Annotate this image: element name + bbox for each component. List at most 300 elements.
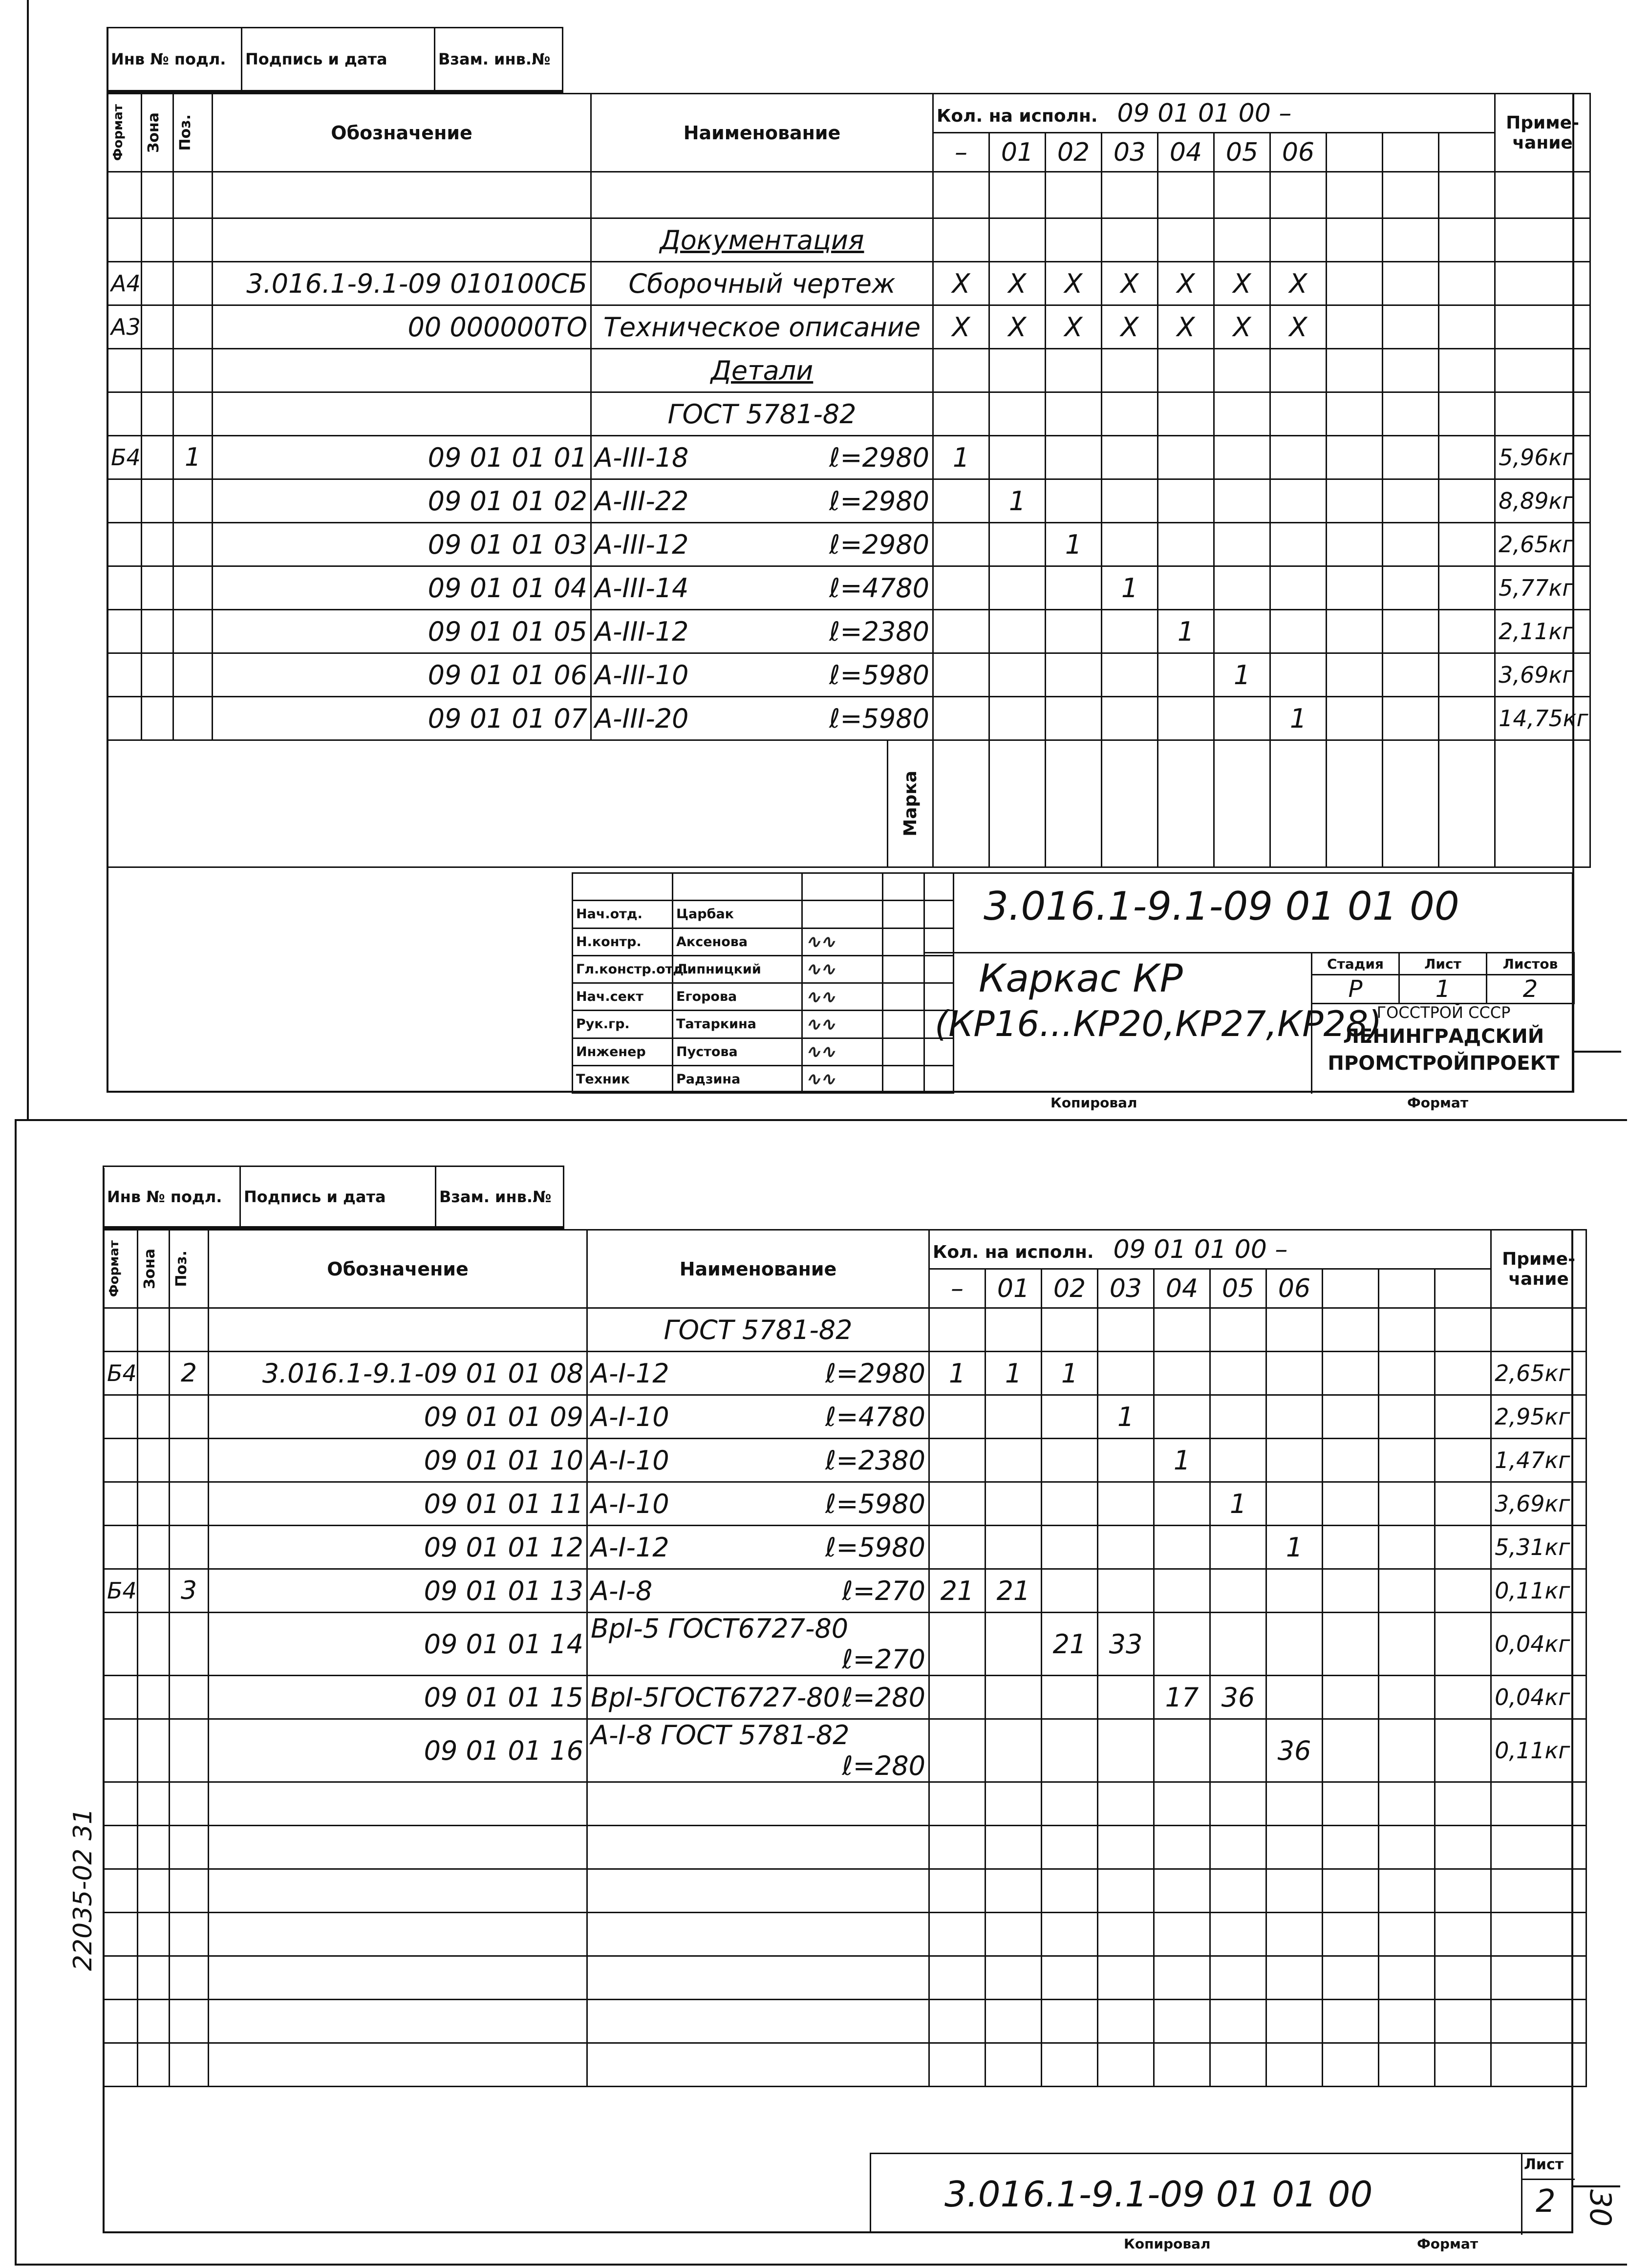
qty-cell: X (1158, 305, 1214, 349)
qty-cell (1266, 2043, 1323, 2087)
qty-cell (1379, 1913, 1435, 1956)
format-cell: Б4 (107, 436, 142, 479)
role-cell: Инженер (573, 1038, 673, 1065)
qty-cell: 1 (1102, 566, 1158, 610)
format-cell: Б4 (104, 1569, 138, 1613)
qty-cell (1327, 523, 1383, 566)
note-cell: 5,31кг (1491, 1526, 1586, 1569)
qty-cell (989, 349, 1046, 392)
title-line-2: (КР16...КР20,КР27,КР28) (935, 1003, 1382, 1044)
qty-cell (1327, 610, 1383, 653)
qty-cell (1379, 1352, 1435, 1395)
zone-cell (142, 479, 173, 523)
qty-cell (986, 1826, 1042, 1869)
qty-cell (1214, 218, 1270, 262)
signature-cell (802, 901, 883, 928)
qty-cell (1270, 392, 1327, 436)
qty-cell (1379, 1956, 1435, 2000)
role-cell: Гл.констр.отд. (573, 955, 673, 983)
sign-label: Подпись и дата (240, 1166, 436, 1227)
variant-col-header (1379, 1269, 1435, 1308)
name-cell (587, 1676, 929, 1719)
qty-cell (989, 392, 1046, 436)
variant-code: 09 01 01 00 – (1117, 98, 1292, 128)
format-cell: А4 (107, 262, 142, 305)
qty-cell (989, 566, 1046, 610)
name-cell (587, 1482, 929, 1526)
qty-cell (1435, 2000, 1491, 2043)
qty-cell: X (1102, 305, 1158, 349)
qty-label: Кол. на исполн. (933, 1242, 1094, 1262)
qty-cell: 1 (1266, 1526, 1323, 1569)
role-cell: Нач.отд. (573, 901, 673, 928)
qty-cell (1098, 1913, 1154, 1956)
length-text: ℓ=5980 (825, 1488, 925, 1519)
format-cell (104, 1308, 138, 1352)
qty-cell (1327, 653, 1383, 697)
qty-cell: X (989, 262, 1046, 305)
qty-cell (1154, 1352, 1210, 1395)
designation-cell: 09 01 01 02 (213, 479, 591, 523)
qty-cell (1042, 1439, 1098, 1482)
qty-cell (1435, 1826, 1491, 1869)
note-cell: 0,11кг (1491, 1719, 1586, 1782)
qty-cell (1439, 523, 1495, 566)
pos-cell (170, 1395, 209, 1439)
qty-cell (1042, 1526, 1098, 1569)
note-cell: 0,04кг (1491, 1676, 1586, 1719)
name-header: Наименование (591, 94, 933, 172)
qty-cell (1046, 653, 1102, 697)
variant-col-header: 01 (989, 133, 1046, 172)
qty-cell (1042, 1913, 1098, 1956)
qty-cell (1435, 1956, 1491, 2000)
qty-cell (1270, 653, 1327, 697)
qty-cell (1154, 1482, 1210, 1526)
qty-cell (1042, 2000, 1098, 2043)
pos-cell (170, 1869, 209, 1913)
frame-line (15, 2264, 1627, 2266)
qty-cell: 1 (1098, 1395, 1154, 1439)
qty-cell (1379, 1482, 1435, 1526)
qty-cell (1042, 1395, 1098, 1439)
qty-cell (1042, 1826, 1098, 1869)
qty-cell (1266, 1869, 1323, 1913)
qty-cell (1379, 1439, 1435, 1482)
qty-cell (1266, 1956, 1323, 2000)
qty-cell (1102, 392, 1158, 436)
variant-col-header: – (933, 133, 989, 172)
doc-code: 3.016.1-9.1-09 01 01 00 (944, 2174, 1373, 2215)
name-cell (587, 1308, 929, 1352)
name-header: Наименование (587, 1230, 929, 1308)
qty-cell (1210, 1352, 1266, 1395)
variant-col-header (1383, 133, 1439, 172)
qty-cell (1102, 697, 1158, 740)
format-cell (104, 1613, 138, 1676)
length-text: ℓ=2380 (829, 616, 929, 647)
name-text: А-III-20 (595, 703, 689, 734)
qty-cell (1323, 1569, 1379, 1613)
pos-cell: 1 (173, 436, 213, 479)
qty-cell: 1 (1154, 1439, 1210, 1482)
name-text: А-III-18 (595, 442, 689, 473)
table-row (107, 610, 1590, 653)
note-cell: 2,95кг (1491, 1395, 1586, 1439)
qty-cell (1327, 349, 1383, 392)
qty-cell (1102, 436, 1158, 479)
designation-cell: 09 01 01 06 (213, 653, 591, 697)
qty-cell (1323, 1782, 1379, 1826)
format-cell (104, 1956, 138, 2000)
qty-cell (929, 1913, 986, 1956)
qty-cell (1323, 1308, 1379, 1352)
qty-cell (1046, 218, 1102, 262)
qty-cell (1266, 1352, 1323, 1395)
pos-cell (170, 1613, 209, 1676)
stage-value: Р (1312, 975, 1399, 1004)
qty-cell (1098, 2000, 1154, 2043)
sign-label: Подпись и дата (242, 28, 435, 91)
format-cell (107, 653, 142, 697)
zone-header (142, 94, 173, 172)
note-cell: 1,47кг (1491, 1439, 1586, 1482)
name-text: Документация (660, 224, 864, 256)
qty-cell (1323, 1439, 1379, 1482)
table-row (107, 653, 1590, 697)
qty-cell (929, 2043, 986, 2087)
name-cell (591, 218, 933, 262)
note-cell (1491, 1782, 1586, 1826)
qty-cell (1379, 1869, 1435, 1913)
qty-cell (929, 1439, 986, 1482)
qty-cell (1270, 218, 1327, 262)
name-cell (587, 1913, 929, 1956)
name-cell: Аксенова (673, 928, 802, 955)
format-cell (107, 349, 142, 392)
qty-cell (1323, 1869, 1379, 1913)
pos-cell (173, 305, 213, 349)
name-cell (591, 479, 933, 523)
signature-row (573, 983, 954, 1011)
qty-cell (989, 610, 1046, 653)
designation-cell: 09 01 01 01 (213, 436, 591, 479)
signature-mark: ∿∿ (806, 931, 836, 952)
signature-mark: ∿∿ (806, 986, 836, 1007)
qty-cell (1379, 2043, 1435, 2087)
pos-cell (170, 1526, 209, 1569)
zone-cell (142, 218, 173, 262)
table-row (104, 1826, 1586, 1869)
qty-cell (1098, 1526, 1154, 1569)
designation-header: Обозначение (213, 94, 591, 172)
qty-cell: X (933, 262, 989, 305)
table-row (104, 1352, 1586, 1395)
qty-cell (1214, 610, 1270, 653)
qty-cell (1154, 2000, 1210, 2043)
qty-cell (1323, 1956, 1379, 2000)
qty-cell (1270, 566, 1327, 610)
qty-cell: X (1102, 262, 1158, 305)
designation-cell (209, 2043, 587, 2087)
qty-cell (1210, 1569, 1266, 1613)
stage-table (1311, 952, 1575, 1004)
zone-header (138, 1230, 170, 1308)
qty-cell (989, 218, 1046, 262)
zone-cell (138, 1395, 170, 1439)
designation-cell (213, 392, 591, 436)
name-cell: Царбак (673, 901, 802, 928)
qty-cell: X (1158, 262, 1214, 305)
role-cell: Рук.гр. (573, 1011, 673, 1038)
qty-cell (1435, 1439, 1491, 1482)
name-cell (587, 1869, 929, 1913)
qty-cell (933, 566, 989, 610)
qty-cell (1266, 1676, 1323, 1719)
qty-cell (986, 1439, 1042, 1482)
qty-cell (1210, 2043, 1266, 2087)
qty-cell (1383, 566, 1439, 610)
qty-cell (1210, 1439, 1266, 1482)
qty-cell (933, 610, 989, 653)
format-label: Формат (1417, 2236, 1479, 2252)
name-text: А-I-10 (591, 1401, 669, 1432)
qty-cell (1210, 1308, 1266, 1352)
qty-cell (1266, 1613, 1323, 1676)
length-text: ℓ=2980 (829, 442, 929, 473)
variant-col-header: 03 (1098, 1269, 1154, 1308)
format-cell (104, 1482, 138, 1526)
name-cell (587, 1352, 929, 1395)
name-text: А-I-12 (591, 1532, 669, 1563)
qty-cell: 1 (933, 436, 989, 479)
format-cell (107, 566, 142, 610)
zone-cell (138, 1719, 170, 1782)
qty-cell (1327, 436, 1383, 479)
qty-cell (1439, 305, 1495, 349)
qty-cell: X (1270, 305, 1327, 349)
qty-cell: 17 (1154, 1676, 1210, 1719)
qty-cell (1154, 1826, 1210, 1869)
note-cell (1491, 1913, 1586, 1956)
table-row (104, 1439, 1586, 1482)
note-cell (1491, 2000, 1586, 2043)
qty-cell (1323, 1352, 1379, 1395)
name-cell (587, 1826, 929, 1869)
qty-cell (1379, 1395, 1435, 1439)
frame-line (15, 1119, 1627, 1121)
qty-cell (1266, 1395, 1323, 1439)
variant-col-header: 04 (1154, 1269, 1210, 1308)
format-cell (104, 2043, 138, 2087)
qty-cell (1323, 1526, 1379, 1569)
table-row (104, 2043, 1586, 2087)
designation-cell: 09 01 01 04 (213, 566, 591, 610)
qty-cell (1439, 697, 1495, 740)
qty-cell (1270, 349, 1327, 392)
qty-cell (1379, 1569, 1435, 1613)
qty-cell (929, 2000, 986, 2043)
signature-row (573, 928, 954, 955)
qty-cell (1154, 1613, 1210, 1676)
table-row (104, 1569, 1586, 1613)
qty-cell (1210, 1526, 1266, 1569)
qty-cell (1383, 436, 1439, 479)
qty-cell (1154, 1782, 1210, 1826)
qty-cell: 1 (989, 479, 1046, 523)
qty-cell (1266, 1308, 1323, 1352)
zone-cell (138, 1826, 170, 1869)
note-cell (1495, 349, 1590, 392)
qty-cell (1158, 479, 1214, 523)
zone-cell (138, 1308, 170, 1352)
qty-cell: 1 (1158, 610, 1214, 653)
qty-cell (1210, 1956, 1266, 2000)
marka-box (887, 741, 932, 868)
qty-cell (1439, 653, 1495, 697)
designation-cell: 3.016.1-9.1-09 01 01 08 (209, 1352, 587, 1395)
qty-cell (1158, 523, 1214, 566)
qty-cell (1098, 1439, 1154, 1482)
table-row (104, 1719, 1586, 1782)
name-cell (587, 1395, 929, 1439)
qty-cell (1266, 1439, 1323, 1482)
qty-cell (1102, 479, 1158, 523)
name-cell (587, 1526, 929, 1569)
pos-cell (170, 1956, 209, 2000)
qty-cell (1435, 1395, 1491, 1439)
qty-cell: 1 (1210, 1482, 1266, 1526)
qty-cell (1439, 610, 1495, 653)
note-cell (1495, 392, 1590, 436)
qty-cell: 1 (1042, 1352, 1098, 1395)
qty-cell (1439, 349, 1495, 392)
note-cell: 5,96кг (1495, 436, 1590, 479)
qty-label: Кол. на исполн. (937, 106, 1098, 126)
qty-cell (1323, 2043, 1379, 2087)
note-cell: 0,11кг (1491, 1569, 1586, 1613)
length-text: ℓ=2980 (829, 485, 929, 517)
qty-cell (929, 1308, 986, 1352)
copied-label: Копировал (1124, 2236, 1211, 2252)
length-text: ℓ=5980 (825, 1532, 925, 1563)
length-text: ℓ=4780 (829, 572, 929, 604)
qty-cell: X (1046, 262, 1102, 305)
note-cell: 2,65кг (1491, 1352, 1586, 1395)
qty-cell (1323, 1482, 1379, 1526)
qty-cell (1046, 697, 1102, 740)
qty-cell (933, 697, 989, 740)
pos-cell (173, 218, 213, 262)
spec-grid (103, 1229, 1587, 2087)
qty-cell (1098, 1956, 1154, 2000)
qty-cell (933, 392, 989, 436)
qty-cell (1042, 1676, 1098, 1719)
designation-cell: 00 000000ТО (213, 305, 591, 349)
name-text: А-I-8 (591, 1575, 653, 1606)
note-cell: 2,11кг (1495, 610, 1590, 653)
zone-cell (138, 1569, 170, 1613)
qty-cell (1435, 1676, 1491, 1719)
variant-col-header (1435, 1269, 1491, 1308)
table-row (104, 1913, 1586, 1956)
qty-cell (1266, 2000, 1323, 2043)
qty-cell: 36 (1266, 1719, 1323, 1782)
table-row (104, 1869, 1586, 1913)
role-cell: Н.контр. (573, 928, 673, 955)
zone-cell (138, 1676, 170, 1719)
name-text: Детали (710, 355, 814, 386)
zone-cell (142, 610, 173, 653)
pos-cell (170, 2043, 209, 2087)
zone-cell (142, 566, 173, 610)
name-text: Техническое описание (603, 311, 921, 343)
qty-cell (1266, 1782, 1323, 1826)
format-cell (107, 523, 142, 566)
note-header: Приме-чание (1495, 94, 1590, 172)
pos-cell (170, 1439, 209, 1482)
note-cell: 3,69кг (1491, 1482, 1586, 1526)
qty-cell: X (1046, 305, 1102, 349)
qty-cell (1210, 1869, 1266, 1913)
qty-cell (1210, 1782, 1266, 1826)
qty-cell: 1 (1270, 697, 1327, 740)
table-row (104, 1482, 1586, 1526)
qty-cell (933, 653, 989, 697)
qty-cell (1439, 392, 1495, 436)
signature-row (573, 1011, 954, 1038)
qty-cell (1046, 566, 1102, 610)
inv-label: Инв № подл. (107, 28, 242, 91)
note-cell (1495, 218, 1590, 262)
length-text: ℓ=4780 (825, 1401, 925, 1432)
variant-col-header: – (929, 1269, 986, 1308)
format-cell (107, 392, 142, 436)
name-cell: Егорова (673, 983, 802, 1011)
qty-cell (1042, 1482, 1098, 1526)
qty-cell (989, 523, 1046, 566)
name-cell (591, 305, 933, 349)
qty-cell (1098, 1719, 1154, 1782)
designation-cell: 3.016.1-9.1-09 010100СБ (213, 262, 591, 305)
designation-cell: 09 01 01 10 (209, 1439, 587, 1482)
designation-cell: 09 01 01 13 (209, 1569, 587, 1613)
qty-cell (1270, 436, 1327, 479)
table-row (104, 1956, 1586, 2000)
zone-cell (142, 523, 173, 566)
table-row (107, 392, 1590, 436)
note-cell: 5,77кг (1495, 566, 1590, 610)
qty-cell: X (1270, 262, 1327, 305)
pos-cell (173, 566, 213, 610)
format-cell (104, 1826, 138, 1869)
name-cell (587, 1719, 929, 1782)
note-cell (1491, 1308, 1586, 1352)
format-header-text: Формат (107, 1240, 122, 1297)
sheet-label: Лист (1399, 953, 1487, 975)
name-cell: Липницкий (673, 955, 802, 983)
designation-cell (213, 218, 591, 262)
variant-code: 09 01 01 00 – (1113, 1234, 1288, 1264)
qty-cell (1383, 479, 1439, 523)
name-cell: Радзина (673, 1065, 802, 1093)
qty-cell (1042, 1782, 1098, 1826)
frame-line (1571, 2185, 1620, 2187)
qty-cell (1435, 2043, 1491, 2087)
qty-cell (1042, 1956, 1098, 2000)
revision-strip (103, 1166, 564, 1229)
format-header (107, 94, 142, 172)
